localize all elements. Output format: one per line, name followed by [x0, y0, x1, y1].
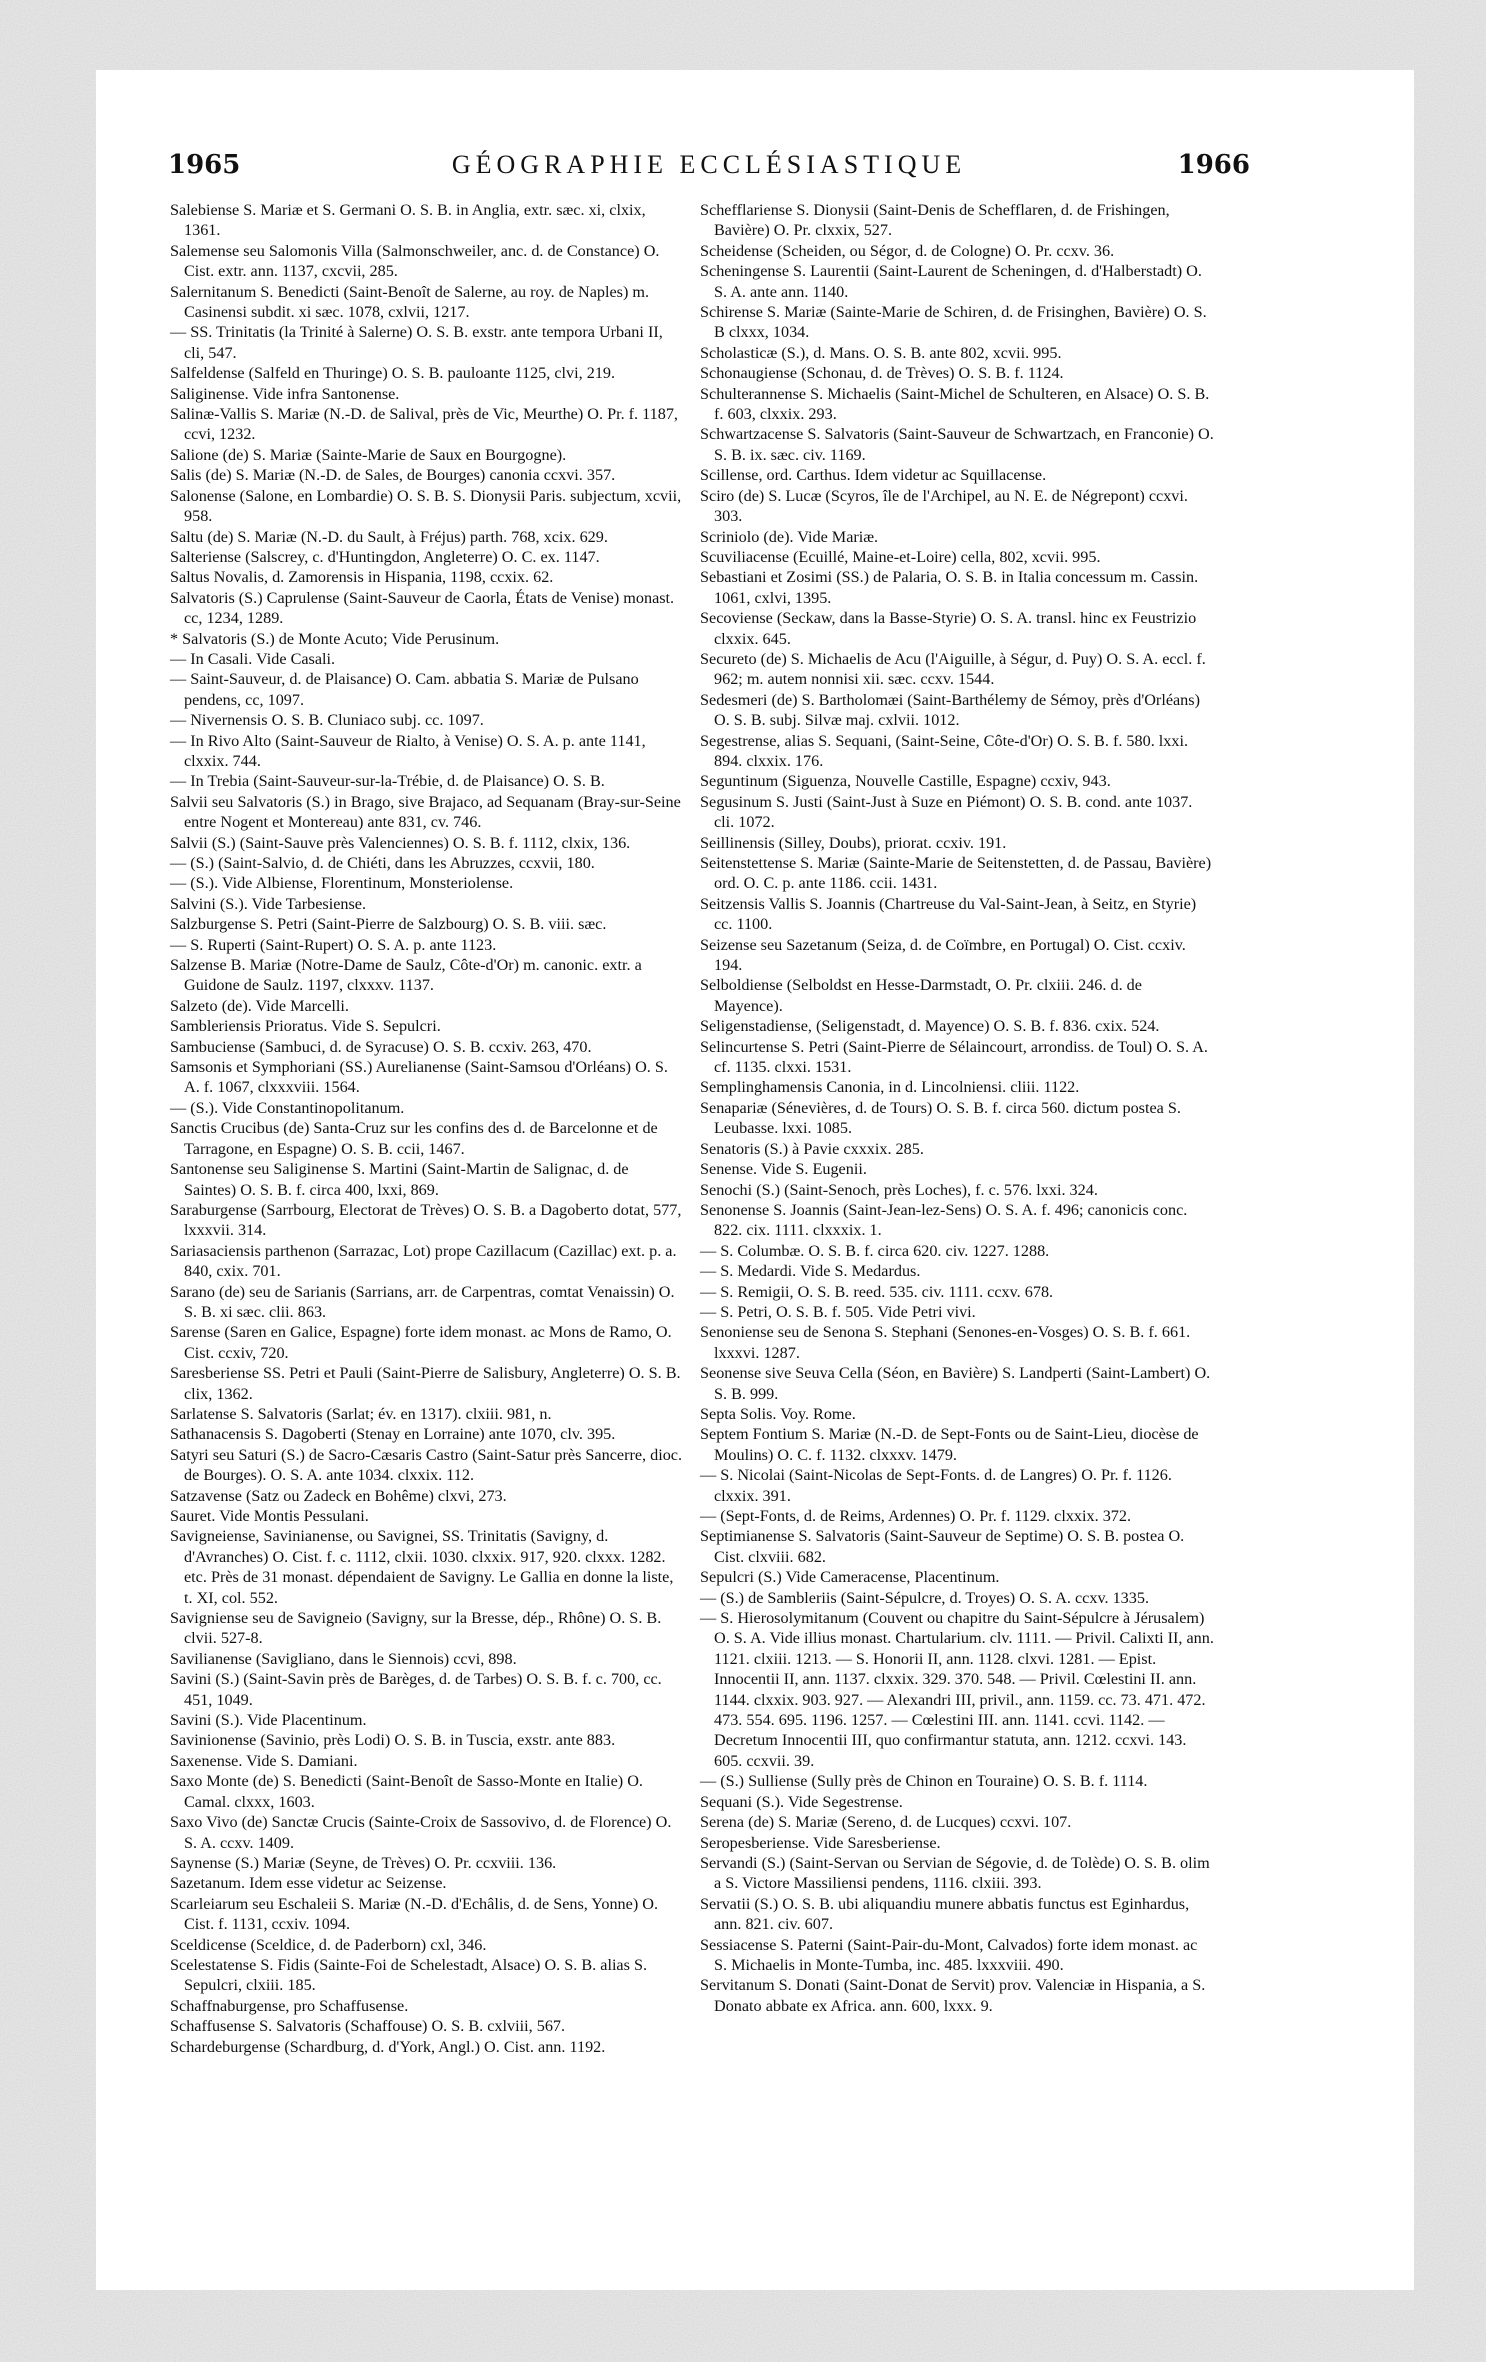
- page-number-left: 1965: [168, 150, 241, 180]
- index-entry: — (S.) (Saint-Salvio, d. de Chiéti, dans les Abruzzes, ccxvii, 180.: [170, 854, 595, 872]
- index-entry: — SS. Trinitatis (la Trinité à Salerne) O. S. B. exstr. ante tempora Urbani II, cli, 547.: [170, 323, 663, 362]
- index-entry: Seillinensis (Silley, Doubs), priorat. ccxiv. 191.: [700, 833, 1007, 852]
- page-title: GÉOGRAPHIE ECCLÉSIASTIQUE: [451, 150, 967, 179]
- index-entry: Semplinghamensis Canonia, in d. Lincolniensi. cliii. 1122.: [700, 1078, 1080, 1097]
- index-entry: Satyri seu Saturi (S.) de Sacro-Cæsaris Castro (Saint-Satur près Sancerre, dioc. de Bourges). O. S. A. ante 1034. clxxix. 112.: [170, 1445, 683, 1485]
- index-entry: Schirense S. Mariæ (Sainte-Marie de Schiren, d. de Frisinghen, Bavière) O. S. B clxxx, 1034.: [700, 303, 1207, 342]
- index-entry: Scillense, ord. Carthus. Idem videtur ac Squillacense.: [700, 466, 1047, 485]
- index-entry: Scheningense S. Laurentii (Saint-Laurent de Scheningen, d. d'Halberstadt) O. S. A. ante ann. 1140.: [700, 262, 1202, 301]
- index-entry: Saxo Monte (de) S. Benedicti (Saint-Benoît de Sasso-Monte en Italie) O. Camal. clxxx, 1603.: [170, 1772, 643, 1811]
- index-entry: Servandi (S.) (Saint-Servan ou Servian de Ségovie, d. de Tolède) O. S. B. olim a S. Victore Massiliensi pendens, 1116. clxiii. 393.: [700, 1853, 1210, 1893]
- index-entry: — S. Hierosolymitanum (Couvent ou chapitre du Saint-Sépulcre à Jérusalem) O. S. A. Vide illius monast. Chartularium. clv. 1111. — Privil. Calixti II, ann. 1121. clxiii. 1213. — S. Honorii II, ann. 1128. clxvi. 1281. — Epist. Innocentii II, ann. 1137. clxxix. 329. 370. 548. — Privil. Cœlestini II. ann. 1144. clxxix. 903. 927. — Alexandri III, privil., ann. 1159. cc. 73. 471. 472. 473. 554. 695. 1196. 1257. — Cœlestini III. ann. 1141. ccvi. 1142. — Decretum Innocentii III, quo confirmantur statuta, ann. 1212. ccxvi. 143. 605. ccxvii. 39.: [700, 1609, 1214, 1770]
- index-entry: — (S.). Vide Albiense, Florentinum, Monsteriolense.: [170, 874, 514, 893]
- index-entry: Schardeburgense (Schardburg, d. d'York, Angl.) O. Cist. ann. 1192.: [170, 2037, 606, 2056]
- index-entry: — (S.) de Sambleriis (Saint-Sépulcre, d. Troyes) O. S. A. ccxv. 1335.: [700, 1588, 1150, 1607]
- index-entry: Salis (de) S. Mariæ (N.-D. de Sales, de Bourges) canonia ccxvi. 357.: [170, 466, 616, 485]
- page-number-right: 1966: [1177, 150, 1250, 180]
- index-entry: Senense. Vide S. Eugenii.: [700, 1160, 867, 1179]
- index-entry: Sequani (S.). Vide Segestrense.: [700, 1792, 903, 1811]
- index-entry: Salonense (Salone, en Lombardie) O. S. B. S. Dionysii Paris. subjectum, xcvii, 958.: [170, 486, 682, 526]
- index-entry: — S. Petri, O. S. B. f. 505. Vide Petri vivi.: [700, 1302, 976, 1321]
- index-entry: Salvini (S.). Vide Tarbesiense.: [170, 894, 367, 913]
- index-entry: Santonense seu Saliginense S. Martini (Saint-Martin de Salignac, d. de Saintes) O. S. B. f. circa 400, lxxi, 869.: [170, 1160, 629, 1199]
- index-entry: Segusinum S. Justi (Saint-Just à Suze en Piémont) O. S. B. cond. ante 1037. cli. 1072.: [700, 792, 1193, 832]
- index-entry: Sathanacensis S. Dagoberti (Stenay en Lorraine) ante 1070, clv. 395.: [170, 1425, 616, 1444]
- index-entry: Schulterannense S. Michaelis (Saint-Michel de Schulteren, en Alsace) O. S. B. f. 603, clxxix. 293.: [700, 384, 1210, 424]
- index-entry: Salvatoris (S.) Caprulense (Saint-Sauveur de Caorla, États de Venise) monast. cc, 1234, 1289.: [170, 588, 675, 628]
- index-entry: Seonense sive Seuva Cella (Séon, en Bavière) S. Landperti (Saint-Lambert) O. S. B. 999.: [700, 1364, 1211, 1403]
- index-entry: Saltu (de) S. Mariæ (N.-D. du Sault, à Fréjus) parth. 768, xcix. 629.: [170, 527, 608, 546]
- index-entry: — S. Medardi. Vide S. Medardus.: [700, 1262, 921, 1281]
- index-entry: Saxo Vivo (de) Sanctæ Crucis (Sainte-Croix de Sassovivo, d. de Florence) O. S. A. ccxv. 1409.: [170, 1813, 672, 1852]
- index-entry: Savinionense (Savinio, près Lodi) O. S. B. in Tuscia, exstr. ante 883.: [170, 1731, 616, 1750]
- index-entry: — S. Nicolai (Saint-Nicolas de Sept-Fonts. d. de Langres) O. Pr. f. 1126. clxxix. 391.: [700, 1466, 1172, 1505]
- index-entry: Salzense B. Mariæ (Notre-Dame de Saulz, Côte-d'Or) m. canonic. extr. a Guidone de Saulz. 1197, clxxxv. 1137.: [170, 956, 642, 995]
- index-entry: Sazetanum. Idem esse videtur ac Seizense.: [170, 1874, 447, 1893]
- index-entry: Senatoris (S.) à Pavie cxxxix. 285.: [700, 1139, 924, 1158]
- index-entry: Saltus Novalis, d. Zamorensis in Hispania, 1198, ccxix. 62.: [170, 568, 554, 587]
- index-entry: Savini (S.) (Saint-Savin près de Barèges, d. de Tarbes) O. S. B. f. c. 700, cc. 451, 1049.: [170, 1670, 662, 1709]
- index-entry: Sarano (de) seu de Sarianis (Sarrians, arr. de Carpentras, comtat Venaissin) O. S. B. xi sæc. clii. 863.: [170, 1282, 675, 1321]
- index-entry: Satzavense (Satz ou Zadeck en Bohême) clxvi, 273.: [170, 1486, 507, 1505]
- index-entry: Servatii (S.) O. S. B. ubi aliquandiu munere abbatis functus est Eginhardus, ann. 821. civ. 607.: [700, 1894, 1190, 1934]
- index-entry: Senapariæ (Sénevières, d. de Tours) O. S. B. f. circa 560. dictum postea S. Leubasse. lxxi. 1085.: [700, 1098, 1181, 1138]
- index-entry: — In Casali. Vide Casali.: [170, 649, 336, 668]
- index-entry: — Saint-Sauveur, d. de Plaisance) O. Cam. abbatia S. Mariæ de Pulsano pendens, cc, 1097.: [170, 670, 639, 709]
- index-entry: Samsonis et Symphoriani (SS.) Aurelianense (Saint-Samsou d'Orléans) O. S. A. f. 1067, clxxxviii. 1564.: [170, 1058, 668, 1097]
- index-entry: Salernitanum S. Benedicti (Saint-Benoît de Salerne, au roy. de Naples) m. Casinensi subdit. xi sæc. 1078, cxlvii, 1217.: [170, 282, 650, 322]
- index-entry: Scuviliacense (Ecuillé, Maine-et-Loire) cella, 802, xcvii. 995.: [700, 547, 1101, 566]
- index-entry: — Nivernensis O. S. B. Cluniaco subj. cc. 1097.: [170, 711, 484, 730]
- index-entry: Sedesmeri (de) S. Bartholomæi (Saint-Barthélemy de Sémoy, près d'Orléans) O. S. B. subj. Silvæ maj. cxlvii. 1012.: [700, 690, 1200, 730]
- index-entry: Scholasticæ (S.), d. Mans. O. S. B. ante 802, xcvii. 995.: [700, 343, 1062, 362]
- index-entry: Saraburgense (Sarrbourg, Electorat de Trèves) O. S. B. a Dagoberto dotat, 577, lxxxvii. 314.: [170, 1200, 682, 1240]
- index-entry: Sessiacense S. Paterni (Saint-Pair-du-Mont, Calvados) forte idem monast. ac S. Michaelis in Monte-Tumba, inc. 485. lxxxviii. 490.: [700, 1935, 1198, 1974]
- index-entry: — S. Remigii, O. S. B. reed. 535. civ. 1111. ccxv. 678.: [700, 1282, 1054, 1301]
- index-entry: Sceldicense (Sceldice, d. de Paderborn) cxl, 346.: [170, 1935, 487, 1954]
- index-entry: Septimianense S. Salvatoris (Saint-Sauveur de Septime) O. S. B. postea O. Cist. clxviii. 682.: [700, 1527, 1185, 1566]
- index-entry: Serena (de) S. Mariæ (Sereno, d. de Lucques) ccxvi. 107.: [700, 1813, 1072, 1832]
- index-entry: Scheidense (Scheiden, ou Ségor, d. de Cologne) O. Pr. ccxv. 36.: [700, 241, 1115, 260]
- index-entry: Saxenense. Vide S. Damiani.: [170, 1751, 358, 1770]
- index-entry: Salvii seu Salvatoris (S.) in Brago, sive Brajaco, ad Sequanam (Bray-sur-Seine entre Nogent et Montereau) ante 831, cv. 746.: [170, 792, 681, 832]
- index-entry: Schefflariense S. Dionysii (Saint-Denis de Schefflaren, d. de Frishingen, Bavière) O. Pr. clxxix, 527.: [700, 201, 1170, 240]
- index-entry: Secureto (de) S. Michaelis de Acu (l'Aiguille, à Ségur, d. Puy) O. S. A. eccl. f. 962; m. autem nonnisi xii. sæc. ccxv. 1544.: [700, 649, 1206, 689]
- index-entry: Savigneiense, Savinianense, ou Savignei, SS. Trinitatis (Savigny, d. d'Avranches) O. Cist. f. c. 1112, clxii. 1030. clxxix. 917, 920. clxxx. 1282. etc. Près de 31 monast. dépendaient de Savigny. Le Gallia en donne la liste, t. XI, col. 552.: [170, 1527, 674, 1607]
- index-entry: Scriniolo (de). Vide Mariæ.: [700, 527, 879, 546]
- index-entry: Senochi (S.) (Saint-Senoch, près Loches), f. c. 576. lxxi. 324.: [700, 1180, 1098, 1199]
- index-entry: Savilianense (Savigliano, dans le Siennois) ccvi, 898.: [170, 1649, 517, 1668]
- index-entry: Selincurtense S. Petri (Saint-Pierre de Sélaincourt, arrondiss. de Toul) O. S. A. cf. 1135. clxxi. 1531.: [700, 1037, 1208, 1077]
- index-entry: Sarlatense S. Salvatoris (Sarlat; év. en 1317). clxiii. 981, n.: [170, 1404, 552, 1423]
- index-entry: Saresberiense SS. Petri et Pauli (Saint-Pierre de Salisbury, Angleterre) O. S. B. clix, 1362.: [170, 1364, 681, 1403]
- index-entry: Sambleriensis Prioratus. Vide S. Sepulcri.: [170, 1017, 441, 1036]
- index-entry: Senonense S. Joannis (Saint-Jean-lez-Sens) O. S. A. f. 496; canonicis conc. 822. cix. 1111. clxxxix. 1.: [700, 1200, 1188, 1240]
- index-entry: Sciro (de) S. Lucæ (Scyros, île de l'Archipel, au N. E. de Négrepont) ccxvi. 303.: [700, 486, 1188, 526]
- index-entry: — In Trebia (Saint-Sauveur-sur-la-Trébie, d. de Plaisance) O. S. B.: [170, 772, 605, 791]
- page-header: [168, 150, 1250, 194]
- index-entry: Septa Solis. Voy. Rome.: [700, 1404, 856, 1423]
- index-entry: Savini (S.). Vide Placentinum.: [170, 1711, 367, 1730]
- index-entry: — (Sept-Fonts, d. de Reims, Ardennes) O. Pr. f. 1129. clxxix. 372.: [700, 1507, 1132, 1525]
- index-entry: Sauret. Vide Montis Pessulani.: [170, 1507, 369, 1525]
- index-entry: Sarense (Saren en Galice, Espagne) forte idem monast. ac Mons de Ramo, O. Cist. ccxiv, 720.: [170, 1323, 672, 1362]
- index-entry: — S. Columbæ. O. S. B. f. circa 620. civ. 1227. 1288.: [700, 1241, 1050, 1260]
- index-entry: Schaffnaburgense, pro Schaffusense.: [170, 1996, 409, 2015]
- index-entry: Saliginense. Vide infra Santonense.: [170, 384, 400, 403]
- index-entry: Schonaugiense (Schonau, d. de Trèves) O. S. B. f. 1124.: [700, 364, 1064, 383]
- index-entry: Seguntinum (Siguenza, Nouvelle Castille, Espagne) ccxiv, 943.: [700, 772, 1111, 791]
- index-entry: Secoviense (Seckaw, dans la Basse-Styrie) O. S. A. transl. hinc ex Feustrizio clxxix. 645.: [700, 609, 1197, 648]
- index-entry: Sambuciense (Sambuci, d. de Syracuse) O. S. B. ccxiv. 263, 470.: [170, 1037, 592, 1056]
- index-entry: Salemense seu Salomonis Villa (Salmonschweiler, anc. d. de Constance) O. Cist. extr. ann. 1137, cxcvii, 285.: [170, 241, 660, 281]
- index-entry: Salzburgense S. Petri (Saint-Pierre de Salzbourg) O. S. B. viii. sæc.: [170, 915, 607, 934]
- index-entry: — (S.). Vide Constantinopolitanum.: [170, 1098, 405, 1117]
- index-entry: Savigniense seu de Savigneio (Savigny, sur la Bresse, dép., Rhône) O. S. B. clvii. 527-8.: [170, 1609, 662, 1648]
- index-entry: Seropesberiense. Vide Saresberiense.: [700, 1833, 941, 1852]
- index-entry: Scarleiarum seu Eschaleii S. Mariæ (N.-D. d'Echâlis, d. de Sens, Yonne) O. Cist. f. 1131, ccxiv. 1094.: [170, 1894, 659, 1934]
- right-column: [700, 200, 1214, 2016]
- index-entry: Schwartzacense S. Salvatoris (Saint-Sauveur de Schwartzach, en Franconie) O. S. B. ix. sæc. civ. 1169.: [700, 425, 1214, 464]
- left-column: [170, 200, 684, 2057]
- index-entry: Salione (de) S. Mariæ (Sainte-Marie de Saux en Bourgogne).: [170, 445, 567, 464]
- index-entry: Servitanum S. Donati (Saint-Donat de Servit) prov. Valenciæ in Hispania, a S. Donato abbate ex Africa. ann. 600, lxxx. 9.: [700, 1976, 1206, 2015]
- index-entry: Seligenstadiense, (Seligenstadt, d. Mayence) O. S. B. f. 836. cxix. 524.: [700, 1017, 1160, 1036]
- index-entry: Segestrense, alias S. Sequani, (Saint-Seine, Côte-d'Or) O. S. B. f. 580. lxxi. 894. clxxix. 176.: [700, 731, 1189, 770]
- index-entry: Sebastiani et Zosimi (SS.) de Palaria, O. S. B. in Italia concessum m. Cassin. 1061, cxlvi, 1395.: [700, 568, 1199, 607]
- index-entry: Seitzensis Vallis S. Joannis (Chartreuse du Val-Saint-Jean, à Seitz, en Styrie) cc. 1100.: [700, 894, 1197, 934]
- index-entry: Selboldiense (Selboldst en Hesse-Darmstadt, O. Pr. clxiii. 246. d. de Mayence).: [700, 976, 1142, 1015]
- index-entry: Salinæ-Vallis S. Mariæ (N.-D. de Salival, près de Vic, Meurthe) O. Pr. f. 1187, ccvi, 1232.: [170, 405, 678, 444]
- index-entry: Saynense (S.) Mariæ (Seyne, de Trèves) O. Pr. ccxviii. 136.: [170, 1853, 557, 1872]
- index-entry: Salvii (S.) (Saint-Sauve près Valenciennes) O. S. B. f. 1112, clxix, 136.: [170, 833, 631, 852]
- index-entry: Salfeldense (Salfeld en Thuringe) O. S. B. pauloante 1125, clvi, 219.: [170, 364, 616, 383]
- index-entry: Salebiense S. Mariæ et S. Germani O. S. B. in Anglia, extr. sæc. xi, clxix, 1361.: [170, 201, 646, 240]
- index-entry: Sanctis Crucibus (de) Santa-Cruz sur les confins des d. de Barcelonne et de Tarragone, en Espagne) O. S. B. ccii, 1467.: [170, 1119, 658, 1158]
- index-entry: Sepulcri (S.) Vide Cameracense, Placentinum.: [700, 1568, 1000, 1587]
- index-entry: — In Rivo Alto (Saint-Sauveur de Rialto, à Venise) O. S. A. p. ante 1141, clxxix. 744.: [170, 731, 646, 770]
- index-entry: Scelestatense S. Fidis (Sainte-Foi de Schelestadt, Alsace) O. S. B. alias S. Sepulcri, clxiii. 185.: [170, 1955, 648, 1995]
- index-entry: Senoniense seu de Senona S. Stephani (Senones-en-Vosges) O. S. B. f. 661. lxxxvi. 1287.: [700, 1323, 1191, 1362]
- index-entry: Seitenstettense S. Mariæ (Sainte-Marie de Seitenstetten, d. de Passau, Bavière) ord. O. C. p. ante 1186. ccii. 1431.: [700, 854, 1212, 893]
- index-entry: Sariasaciensis parthenon (Sarrazac, Lot) prope Cazillacum (Cazillac) ext. p. a. 840, cxix. 701.: [170, 1241, 677, 1281]
- index-entry: * Salvatoris (S.) de Monte Acuto; Vide Perusinum.: [170, 629, 500, 648]
- index-entry: — (S.) Sulliense (Sully près de Chinon en Touraine) O. S. B. f. 1114.: [700, 1772, 1148, 1791]
- index-entry: Schaffusense S. Salvatoris (Schaffouse) O. S. B. cxlviii, 567.: [170, 2017, 566, 2036]
- index-entry: — S. Ruperti (Saint-Rupert) O. S. A. p. ante 1123.: [170, 935, 497, 954]
- index-entry: Salzeto (de). Vide Marcelli.: [170, 996, 349, 1015]
- index-entry: Septem Fontium S. Mariæ (N.-D. de Sept-Fonts ou de Saint-Lieu, diocèse de Moulins) O. C. f. 1132. clxxxv. 1479.: [700, 1425, 1199, 1464]
- index-entry: Salteriense (Salscrey, c. d'Huntingdon, Angleterre) O. C. ex. 1147.: [170, 547, 600, 566]
- index-entry: Seizense seu Sazetanum (Seiza, d. de Coïmbre, en Portugal) O. Cist. ccxiv. 194.: [700, 935, 1186, 975]
